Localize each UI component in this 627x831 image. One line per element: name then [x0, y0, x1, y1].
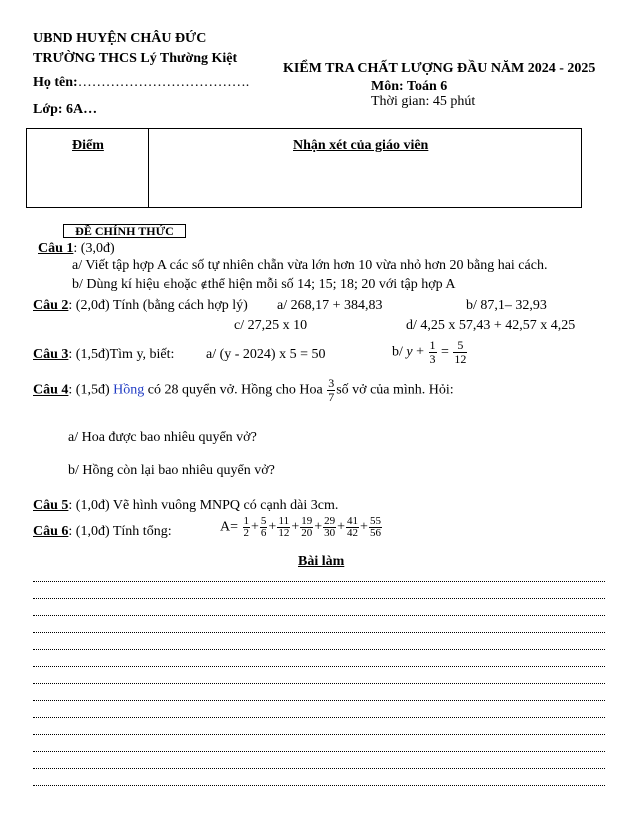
exam-title: KIỂM TRA CHẤT LƯỢNG ĐẦU NĂM 2024 - 2025	[283, 61, 596, 76]
answer-line[interactable]	[33, 734, 605, 735]
question-3-label: Câu 3	[33, 347, 69, 362]
question-3	[33, 347, 174, 363]
class-label: Lớp:	[33, 102, 63, 117]
answer-line[interactable]	[33, 768, 605, 769]
question-2a: a/ 268,17 + 384,83	[277, 298, 383, 313]
plus-sign: +	[416, 344, 425, 360]
sum-fraction: $\frac{11}{12}$	[278, 515, 290, 539]
question-2b: b/ 87,1– 32,93	[466, 298, 547, 313]
question-1-points: : (3,0đ)	[73, 241, 115, 256]
question-4	[33, 377, 454, 404]
question-4-text-1: có 28 quyển vở. Hồng cho Hoa	[147, 382, 323, 398]
answer-line[interactable]	[33, 700, 605, 701]
class-line	[33, 102, 97, 118]
plus-sign: +	[268, 519, 277, 535]
answer-line[interactable]	[33, 581, 605, 582]
answer-line[interactable]	[33, 785, 605, 786]
sum-fraction: $\frac{5}{6}$	[260, 515, 267, 539]
question-4-intro: : (1,5đ)	[68, 382, 110, 398]
sum-fraction: $\frac{1}{2}$	[243, 515, 250, 539]
not-element-of-symbol: ∉	[200, 280, 208, 291]
question-5-text: : (1,0đ) Vẽ hình vuông MNPQ có cạnh dài 3cm.	[68, 498, 339, 513]
duration: Thời gian: 45 phút	[371, 94, 476, 109]
variable-y: y	[406, 344, 413, 360]
answer-line[interactable]	[33, 683, 605, 684]
question-3a: a/ (y - 2024) x 5 = 50	[206, 347, 326, 362]
school-name: TRƯỜNG THCS Lý Thường Kiệt	[33, 51, 238, 66]
question-1	[38, 241, 115, 257]
element-of-symbol: ∈	[163, 280, 171, 291]
subject: Môn: Toán 6	[371, 79, 448, 94]
answer-line[interactable]	[33, 751, 605, 752]
sum-fraction: $\frac{19}{20}$	[301, 515, 313, 539]
authority-name: UBND HUYỆN CHÂU ĐỨC	[33, 31, 207, 46]
question-1b-start: b/ Dùng kí hiệu	[72, 277, 160, 292]
student-name-hong: Hồng	[113, 382, 145, 398]
equals-sign: =	[441, 344, 449, 360]
plus-sign: +	[314, 519, 323, 535]
fraction-5-12: $\frac{5}{12}$	[454, 338, 467, 366]
fraction-1-3: $\frac{1}{3}$	[429, 338, 436, 366]
grade-table-divider	[148, 129, 149, 207]
question-1a: a/ Viết tập hợp A các số tự nhiên chẵn vừa lớn hơn 10 vừa nhỏ hơn 20 bằng hai cách.	[72, 258, 548, 273]
answer-section-title: Bài làm	[298, 554, 345, 569]
question-1-label: Câu 1	[38, 241, 74, 256]
grade-table	[26, 128, 582, 208]
question-6-expression	[220, 516, 383, 539]
class-value: 6A…	[66, 102, 98, 117]
question-6	[33, 524, 172, 540]
sum-fraction: $\frac{41}{42}$	[347, 515, 359, 539]
question-4-label: Câu 4	[33, 382, 69, 398]
question-3b	[392, 339, 468, 366]
question-5	[33, 498, 338, 514]
question-1b-end: thể hiện mỗi số 14; 15; 18; 20 với tập hợp A	[207, 277, 456, 292]
name-label: Họ tên:	[33, 75, 78, 90]
question-2-label: Câu 2	[33, 298, 69, 313]
plus-sign: +	[291, 519, 300, 535]
plus-sign: +	[337, 519, 346, 535]
question-4-text-2: số vở của mình. Hỏi:	[336, 382, 454, 398]
question-3b-prefix: b/	[392, 344, 403, 360]
plus-sign: +	[251, 519, 259, 535]
question-4a: a/ Hoa được bao nhiêu quyển vở?	[68, 430, 257, 445]
answer-line[interactable]	[33, 598, 605, 599]
answer-line[interactable]	[33, 717, 605, 718]
answer-line[interactable]	[33, 615, 605, 616]
teacher-comment-header: Nhận xét của giáo viên	[293, 138, 429, 153]
answer-line[interactable]	[33, 666, 605, 667]
plus-sign: +	[360, 519, 368, 535]
student-name-line[interactable]	[33, 75, 249, 91]
answer-line[interactable]	[33, 632, 605, 633]
name-blank[interactable]: ……………………………….	[77, 75, 250, 90]
question-4b: b/ Hồng còn lại bao nhiêu quyển vở?	[68, 463, 275, 478]
sum-fraction: $\frac{55}{56}$	[369, 515, 381, 539]
question-5-label: Câu 5	[33, 498, 69, 513]
question-2d: d/ 4,25 x 57,43 + 42,57 x 4,25	[406, 318, 576, 333]
fraction-3-7: $\frac{3}{7}$	[328, 376, 335, 404]
a-equals: A=	[220, 519, 239, 535]
question-6-label: Câu 6	[33, 524, 69, 539]
question-2	[33, 298, 248, 314]
question-2-intro: : (2,0đ) Tính (bằng cách hợp lý)	[68, 298, 248, 313]
official-exam-badge: ĐỀ CHÍNH THỨC	[63, 224, 186, 238]
question-1b	[72, 277, 456, 293]
answer-line[interactable]	[33, 649, 605, 650]
question-1b-or: hoặc	[170, 277, 197, 292]
question-6-intro: : (1,0đ) Tính tổng:	[68, 524, 172, 539]
question-3-intro: : (1,5đ)Tìm y, biết:	[68, 347, 175, 362]
question-2c: c/ 27,25 x 10	[234, 318, 308, 333]
sum-fraction: $\frac{29}{30}$	[324, 515, 336, 539]
score-header: Điểm	[72, 138, 104, 153]
